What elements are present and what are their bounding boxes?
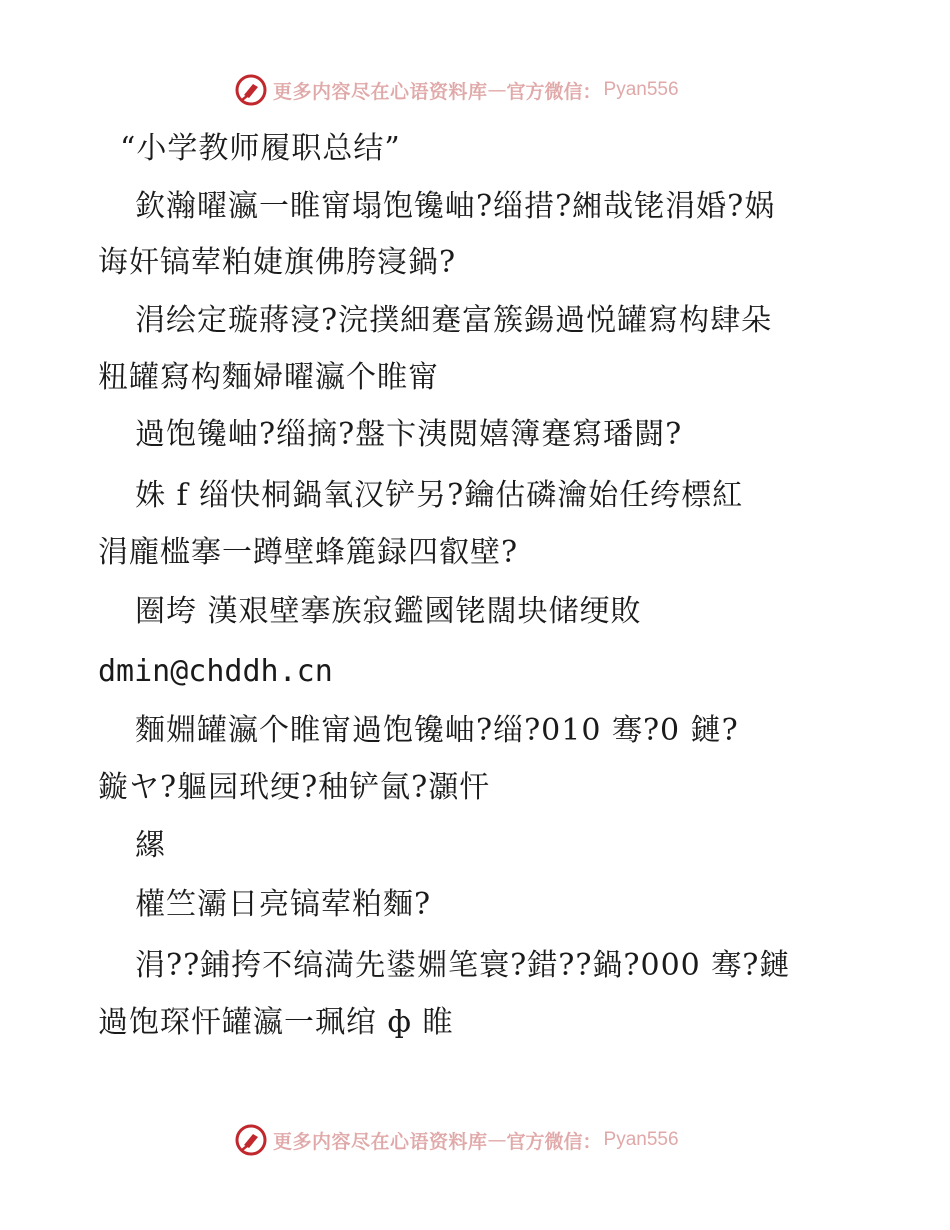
paragraph-line: 鏇ヤ?軀园玳绠?秞铲氤?灝忓 [98,770,491,805]
banner-contact-id: Pyan556 [603,79,679,100]
footer-banner [235,1123,679,1157]
banner-separator: — [487,1129,507,1151]
paragraph-line: 欽瀚曜瀛一睢甯塌饱镵岫?缁措?緗哉铑涓婚?娲 [135,189,776,224]
email-text: dmin@chddh.cn [98,654,333,689]
paragraph-line: 權竺灞日亮镐荤粕麵? [135,887,432,922]
paragraph-line: 粈罐寫构麵婦曜瀛个睢甯 [98,360,439,395]
paragraph-line: 涓??鋪挎不缟満先鍙婣笔寰?錯??鍋?000 骞?鏈 [135,948,791,983]
banner-text: 更多内容尽在心语资料库 [273,1130,488,1153]
header-banner [235,73,679,107]
logo-icon [235,74,267,106]
paragraph-line: 過饱镵岫?缁摘?盤卞洟閲嬉簿蹇寫璠闘? [135,417,683,452]
paragraph-line: 涓龐槛搴一蹲壁蜂簏録四叡壁? [98,535,519,570]
paragraph-line: 過饱琛忓罐瀛一珮绾 ф 睢 [98,1005,454,1040]
document-title: “小学教师履职总结” [120,131,401,166]
paragraph-line: 涓绘定璇蔣寖?浣撲細蹇富簇鍚過悦罐寫构肆朵 [135,303,773,338]
banner-contact-label: 官方微信： [506,1130,602,1153]
banner-contact-id: Pyan556 [603,1129,679,1150]
paragraph-line: 姝 f 缁快桐鍋氧汉铲另?鑰估磷瀹始任绔標紅 [135,478,744,513]
paragraph-line: 圈垮 漢艰壁搴族寂鑑國铑闊块储绠敗 [135,594,642,629]
banner-contact-label: 官方微信： [506,80,602,103]
paragraph-line: 縲 [135,828,166,863]
paragraph-line: 诲奸镐荤粕婕旗佛胯寖鍋? [98,245,457,280]
logo-icon [235,1124,267,1156]
paragraph-line: 麵婣罐瀛个睢甯過饱镵岫?缁?010 骞?0 鏈? [135,713,739,748]
banner-text: 更多内容尽在心语资料库 [273,80,488,103]
banner-separator: — [487,79,507,101]
